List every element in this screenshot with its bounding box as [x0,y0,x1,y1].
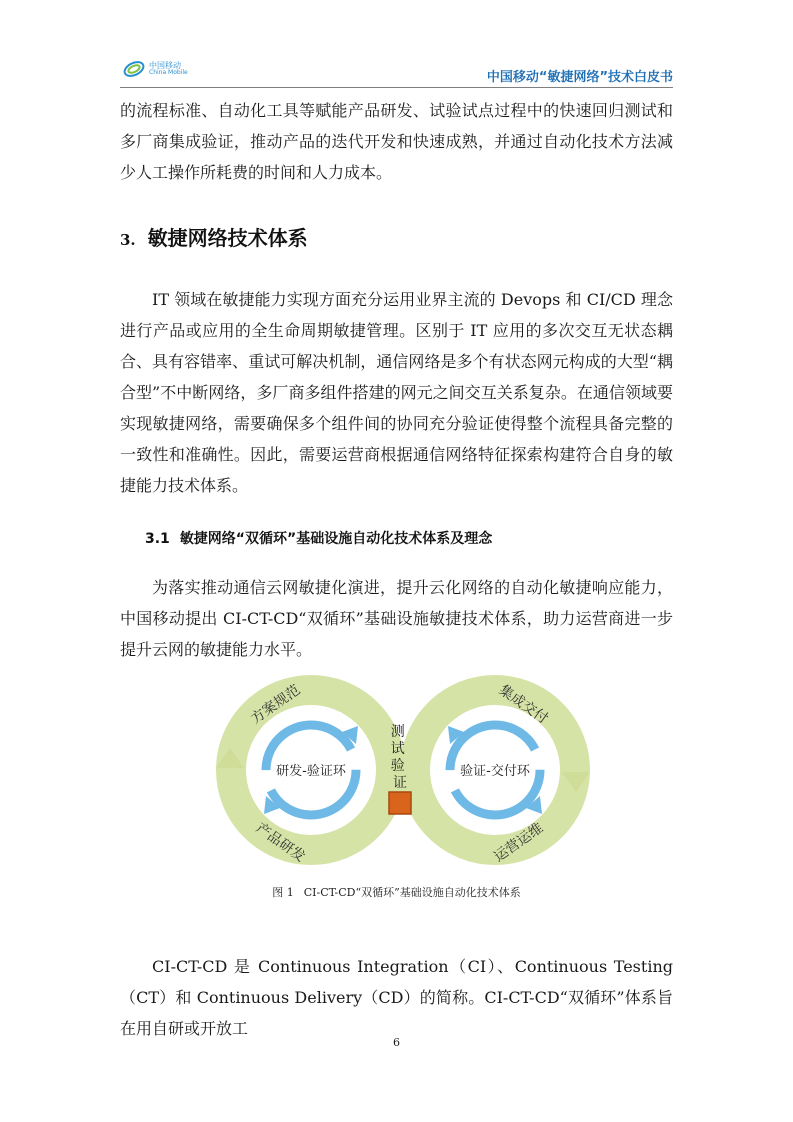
center-label-char-2: 试 [390,741,405,757]
figure-caption-text: CI-CT-CD“双循环”基础设施自动化技术体系 [303,886,521,899]
left-bottom-label: 产品研发 [252,820,308,866]
right-bottom-label: 运营运维 [491,820,547,866]
center-label [391,724,409,791]
section-3-paragraph: IT 领域在敏捷能力实现方面充分运用业界主流的 Devops 和 CI/CD 理念进行产品或应用的全生命周期敏捷管理。区别于 IT 应用的多次交互无状态耦合、具有容错率、重试可解决机制，通信网络是多个有状态网元构成的大型“耦合型”不中断网络，多厂商多组件搭建的网元之间交互关系复杂。在通信领域要实现敏捷网络，需要确保多个组件间的协同充分验证使得整个流程具备完整的一致性和准确性。因此，需要运营商根据通信网络特征探索构建符合自身的敏捷能力技术体系。 [120,290,673,495]
brand-logo [122,58,188,80]
section-3-number: 3. [120,231,136,249]
right-loop-label: 验证-交付环 [460,764,530,779]
center-label-char-4: 证 [393,775,407,791]
left-top-label: 方案规范 [248,682,304,728]
dual-loop-diagram [216,672,590,868]
document-header-title: 中国移动“敏捷网络”技术白皮书 [486,70,673,85]
section-3-1-title: 敏捷网络“双循环”基础设施自动化技术体系及理念 [179,531,493,547]
left-loop-label: 研发-验证环 [276,764,346,779]
china-mobile-logo-icon [122,58,146,80]
cictcd-paragraph: CI-CT-CD 是 Continuous Integration（CI）、Continuous Testing（CT）和 Continuous Delivery（CD）的简称。CI-CT-CD“双循环”体系旨在用自研或开放工 [120,957,673,1038]
logo-cn-text: 中国移动 [149,61,181,70]
section-3-1-heading [145,528,492,548]
figure-caption [0,884,793,900]
page-number: 6 [393,1036,400,1049]
section-3-1-number: 3.1 [145,531,170,547]
section-3-heading [120,222,308,251]
section-3-title: 敏捷网络技术体系 [147,226,308,250]
center-label-char-1: 测 [390,724,405,740]
center-test-box [389,792,411,814]
continued-paragraph: 的流程标准、自动化工具等赋能产品研发、试验试点过程中的快速回归测试和多厂商集成验证，推动产品的迭代开发和快速成熟，并通过自动化技术方法减少人工操作所耗费的时间和人力成本。 [120,101,673,182]
center-label-char-3: 验 [390,758,405,774]
right-top-label: 集成交付 [495,682,551,728]
logo-en-text: China Mobile [149,69,188,76]
section-3-1-paragraph: 为落实推动通信云网敏捷化演进，提升云化网络的自动化敏捷响应能力，中国移动提出 CI-CT-CD“双循环”基础设施敏捷技术体系，助力运营商进一步提升云网的敏捷能力水平。 [120,578,673,659]
figure-caption-label: 图 1 [272,886,294,899]
header-divider [120,87,673,88]
